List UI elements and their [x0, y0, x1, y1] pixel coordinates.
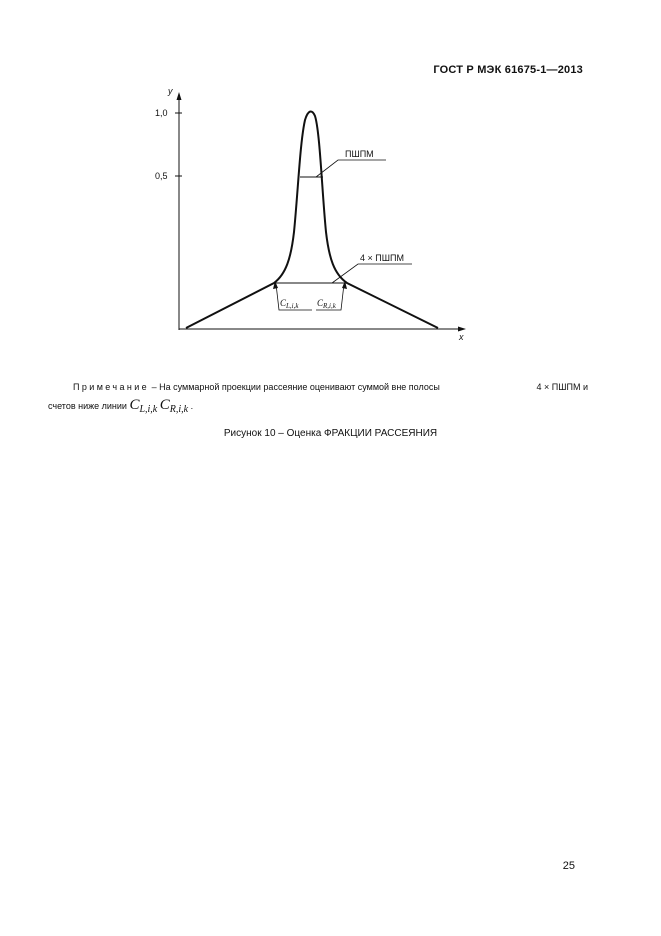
note-end: . [190, 401, 194, 411]
y-axis-label: y [168, 86, 173, 96]
cr-label-sub: R,i,k [323, 302, 336, 310]
note-line-1 [48, 378, 588, 396]
page-number: 25 [562, 860, 575, 872]
standard-header: ГОСТ Р МЭК 61675-1—2013 [433, 64, 583, 76]
x-axis-arrow [458, 327, 466, 332]
fwhm-label: ПШПМ [345, 149, 374, 159]
cl-label [280, 298, 299, 310]
cr-label [317, 298, 337, 310]
response-curve [186, 111, 438, 328]
note-prefix: Примечание [73, 382, 150, 392]
note-line2-text: счетов ниже линии [48, 401, 130, 411]
note-cr: $C_{R,i,k}$ [159, 397, 189, 415]
y-axis-arrow [177, 92, 182, 100]
note-right: 4 × ПШПМ и [536, 382, 588, 392]
figure-note [48, 378, 588, 419]
scatter-fraction-figure [150, 82, 480, 352]
figure-svg [150, 82, 480, 352]
tick-label-05: 0,5 [155, 171, 168, 181]
tick-label-1: 1,0 [155, 108, 168, 118]
cl-label-sub: L,i,k [286, 302, 299, 310]
x-axis-label: x [459, 332, 464, 342]
cl-label-base: C [280, 298, 287, 308]
figure-caption: Рисунок 10 – Оценка ФРАКЦИИ РАССЕЯНИЯ [223, 428, 438, 439]
note-text: – На суммарной проекции рассеяние оценивают суммой вне полосы [149, 382, 440, 392]
four-fwhm-label: 4 × ПШПМ [360, 253, 404, 263]
note-cl: $C_{L,i,k}$ [129, 397, 158, 415]
fwhm-leader [316, 160, 386, 177]
cr-label-base: C [317, 298, 324, 308]
note-line-2 [48, 396, 588, 419]
